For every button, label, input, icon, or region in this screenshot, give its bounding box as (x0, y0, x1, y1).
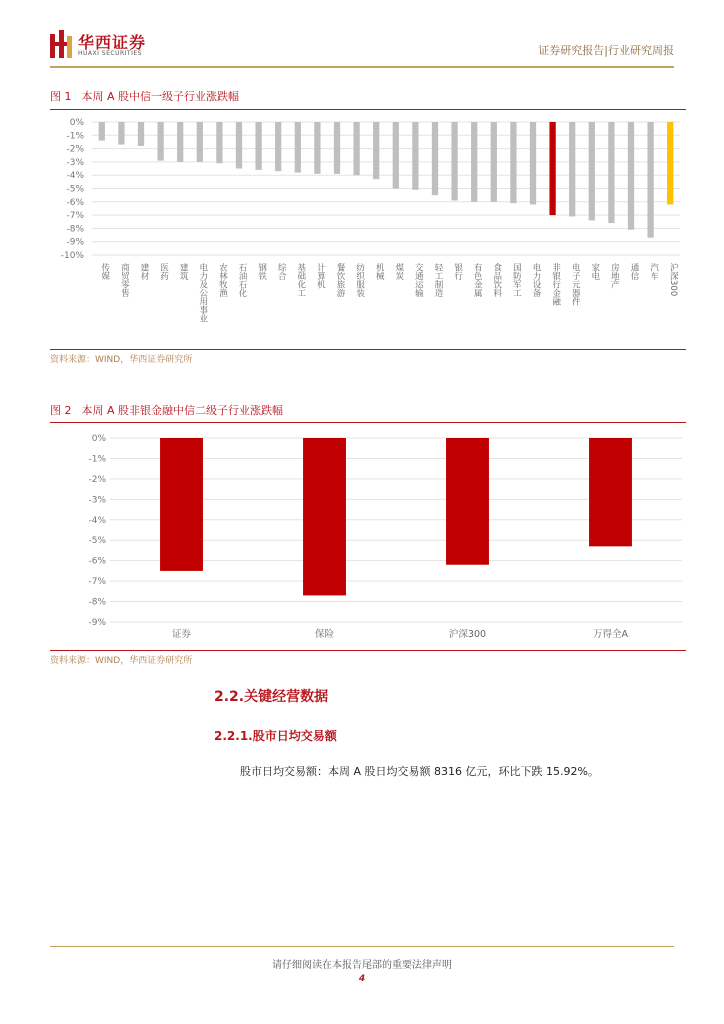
x-tick-label: 沪深300 (668, 263, 679, 297)
x-tick-label: 石油石化 (237, 263, 247, 297)
bar (334, 122, 340, 174)
body-paragraph: 股市日均交易额：本周 A 股日均交易额 8316 亿元，环比下跌 15.92%。 (240, 765, 599, 778)
figure2-title: 本周 A 股非银金融中信二级子行业涨跌幅 (81, 404, 284, 417)
figure1-top-rule (50, 109, 686, 110)
report-type: 证券研究报告|行业研究周报 (538, 44, 674, 57)
logo-text-en: HUAXI SECURITIES (78, 50, 142, 57)
y-tick-label: -7% (88, 577, 106, 588)
page-number: 4 (358, 974, 366, 984)
bar (471, 122, 477, 202)
bar (353, 122, 359, 175)
y-tick-label: -5% (88, 536, 106, 547)
figure1-caption (50, 88, 239, 104)
x-tick-label: 电子元器件 (570, 263, 581, 306)
x-tick-label: 食品饮料 (491, 263, 502, 297)
x-tick-label: 证券 (171, 629, 192, 640)
y-tick-label: -1% (66, 131, 84, 142)
bar (530, 122, 536, 204)
x-tick-label: 房地产 (609, 263, 620, 289)
x-tick-label: 商贸零售 (119, 263, 130, 297)
bar (177, 122, 183, 162)
x-tick-label: 基础化工 (295, 263, 306, 297)
x-tick-label: 保险 (314, 629, 335, 640)
figure2-top-rule (50, 422, 686, 423)
bar (647, 122, 653, 238)
bar (491, 122, 497, 202)
figure2-caption (50, 402, 283, 418)
x-tick-label: 万得全A (593, 629, 628, 640)
section-heading: 2.2.关键经营数据 (214, 689, 329, 705)
legal-notice: 请仔细阅读在本报告尾部的重要法律声明 (272, 960, 452, 971)
figure2-number: 图 2 (50, 404, 72, 417)
y-tick-label: -2% (66, 144, 84, 155)
y-tick-label: 0% (91, 434, 106, 444)
bar (589, 438, 632, 546)
x-tick-label: 电力设备 (531, 263, 541, 297)
y-tick-label: -9% (66, 237, 84, 248)
bar (157, 122, 163, 161)
y-tick-label: -1% (88, 454, 106, 465)
x-tick-label: 医药 (158, 263, 169, 280)
y-tick-label: -8% (88, 597, 106, 608)
x-tick-label: 建筑 (178, 263, 189, 280)
y-tick-label: -4% (88, 515, 106, 526)
x-tick-label: 轻工制造 (433, 263, 443, 297)
page-header (50, 28, 674, 68)
x-tick-label: 交通运输 (413, 263, 424, 297)
x-tick-label: 钢铁 (256, 263, 267, 280)
y-tick-label: -3% (88, 495, 106, 506)
bar (118, 122, 124, 145)
bar (628, 122, 634, 230)
bar (373, 122, 379, 179)
x-tick-label: 国防军工 (511, 263, 522, 297)
bar (446, 438, 489, 565)
x-tick-label: 有色金属 (472, 263, 483, 297)
y-tick-label: -4% (66, 171, 84, 182)
bar (216, 122, 222, 163)
x-tick-label: 通信 (629, 263, 639, 280)
figure1-source: 资料来源：WIND，华西证券研究所 (50, 355, 193, 365)
bar (549, 122, 555, 215)
bar (197, 122, 203, 162)
header-divider (50, 66, 674, 68)
figure2-chart (50, 424, 686, 646)
bar (295, 122, 301, 173)
bar (451, 122, 457, 200)
x-tick-label: 沪深300 (448, 629, 487, 640)
footer-divider (50, 946, 674, 947)
figure1-bottom-rule (50, 349, 686, 350)
x-tick-label: 餐饮旅游 (335, 263, 345, 297)
bar (255, 122, 261, 170)
x-tick-label: 农林牧渔 (217, 263, 228, 297)
y-tick-label: -7% (66, 211, 84, 222)
bar (275, 122, 281, 171)
x-tick-label: 传媒 (99, 263, 110, 280)
y-tick-label: -6% (66, 197, 84, 208)
y-tick-label: 0% (69, 118, 84, 128)
bar (99, 122, 105, 141)
bar (314, 122, 320, 174)
figure1-title: 本周 A 股中信一级子行业涨跌幅 (81, 90, 240, 103)
figure1-chart (50, 112, 686, 347)
bar (236, 122, 242, 169)
x-tick-label: 综合 (276, 263, 287, 280)
huaxi-logo-icon (50, 30, 72, 58)
bar (160, 438, 203, 571)
y-tick-label: -5% (66, 184, 84, 195)
x-tick-label: 机械 (374, 263, 385, 280)
y-tick-label: -8% (66, 224, 84, 235)
x-tick-label: 银行 (452, 263, 463, 280)
bar (608, 122, 614, 223)
x-tick-label: 建材 (139, 263, 149, 280)
bar (412, 122, 418, 190)
y-tick-label: -3% (66, 157, 84, 168)
logo-text-cn: 华西证券 (78, 33, 147, 52)
y-tick-label: -10% (60, 251, 84, 261)
y-tick-label: -2% (88, 474, 106, 485)
x-tick-label: 计算机 (315, 263, 326, 289)
bar (432, 122, 438, 195)
x-tick-label: 汽车 (648, 263, 659, 280)
x-tick-label: 非银行金融 (550, 263, 561, 306)
y-tick-label: -9% (88, 618, 106, 628)
bar (303, 438, 346, 595)
bar (569, 122, 575, 216)
bar (667, 122, 673, 204)
figure2-source: 资料来源：WIND，华西证券研究所 (50, 656, 193, 666)
figure2-bottom-rule (50, 650, 686, 651)
bar (510, 122, 516, 203)
x-tick-label: 纺织服装 (354, 263, 365, 297)
bar (393, 122, 399, 189)
bar (138, 122, 144, 146)
figure1-number: 图 1 (50, 90, 72, 103)
x-tick-label: 电力及公用事业 (197, 263, 208, 323)
subsection-heading: 2.2.1.股市日均交易额 (214, 729, 337, 743)
y-tick-label: -6% (88, 556, 106, 567)
x-tick-label: 煤炭 (393, 263, 404, 280)
bar (589, 122, 595, 220)
x-tick-label: 家电 (589, 263, 600, 280)
